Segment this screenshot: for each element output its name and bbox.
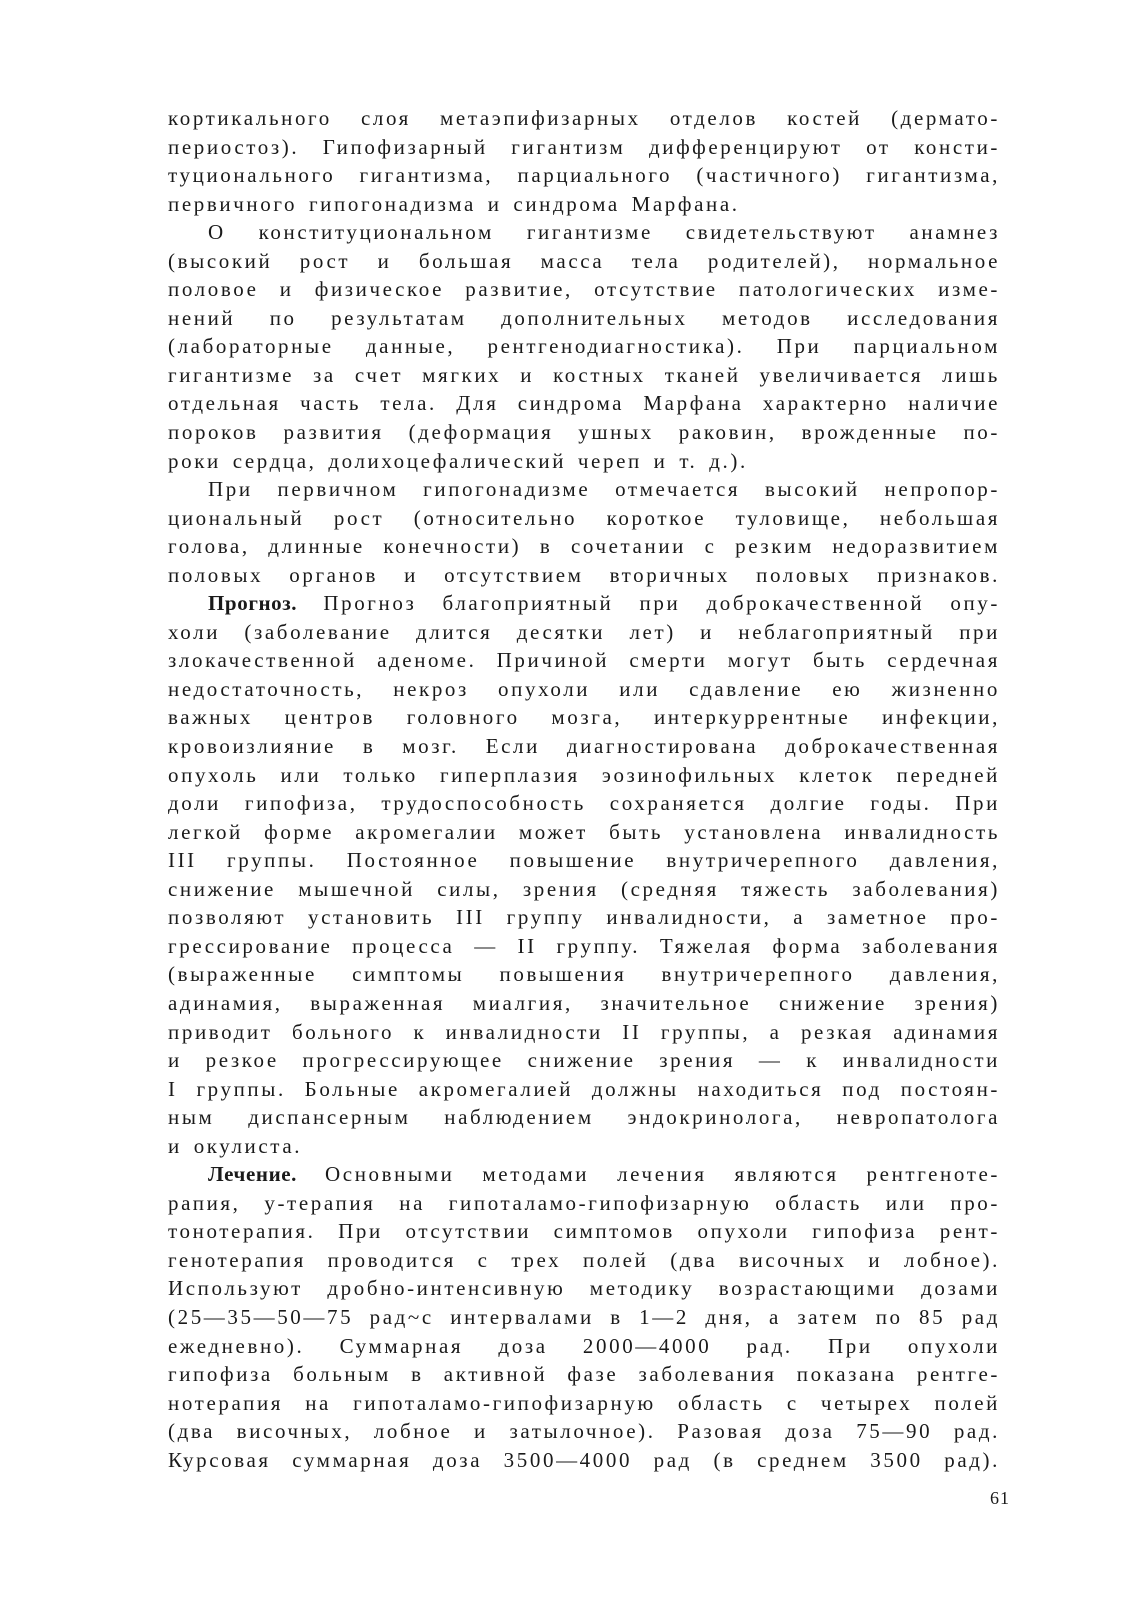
line-text: адинамия, выраженная миалгия, значительное снижение зрения) xyxy=(168,990,1000,1015)
line-text: кортикального слоя метаэпифизарных отделов костей (дермато- xyxy=(168,106,1000,130)
line-text: важных центров головного мозга, интеркуррентные инфекции, xyxy=(168,705,1000,730)
line-text: (высокий рост и большая масса тела родителей), нормальное xyxy=(168,248,1000,273)
line-text: Основными методами лечения являются рентгеноте- xyxy=(297,1162,1000,1187)
line-text: Курсовая суммарная доза 3500—4000 рад (в среднем 3500 рад). xyxy=(168,1447,1000,1472)
text-line xyxy=(168,1217,1000,1246)
line-text: легкой форме акромегалии может быть установлена инвалидность xyxy=(168,819,1000,844)
text-line xyxy=(168,989,1000,1018)
text-line xyxy=(168,960,1000,989)
text-line xyxy=(168,332,1000,361)
text-line xyxy=(168,1132,1000,1161)
line-text: периостоз). Гипофизарный гигантизм дифференцируют от консти- xyxy=(168,134,1000,159)
line-text: пороков развития (деформация ушных раковин, врожденные по- xyxy=(168,420,1000,445)
line-text: ежедневно). Суммарная доза 2000—4000 рад. При опухоли xyxy=(168,1333,1000,1358)
text-line xyxy=(168,646,1000,675)
text-line xyxy=(168,675,1000,704)
line-text: III группы. Постоянное повышение внутричерепного давления, xyxy=(168,848,1000,873)
text-line xyxy=(168,1417,1000,1446)
line-text: опухоль или только гиперплазия эозинофильных клеток передней xyxy=(168,762,1000,787)
text-line xyxy=(168,761,1000,790)
text-line xyxy=(168,161,1000,190)
line-text: доли гипофиза, трудоспособность сохраняется долгие годы. При xyxy=(168,791,1000,816)
line-text: снижение мышечной силы, зрения (средняя тяжесть заболевания) xyxy=(168,876,1000,901)
text-line xyxy=(168,504,1000,533)
text-line xyxy=(168,618,1000,647)
line-text: циональный рост (относительно короткое туловище, небольшая xyxy=(168,505,1000,530)
line-text: ным диспансерным наблюдением эндокринолога, невропатолога xyxy=(168,1105,1000,1130)
text-line xyxy=(168,1246,1000,1275)
text-line xyxy=(168,275,1000,304)
line-text: и окулиста. xyxy=(168,1133,303,1158)
text-line xyxy=(168,1103,1000,1132)
text-line xyxy=(168,389,1000,418)
line-text: (лабораторные данные, рентгенодиагностика). При парциальном xyxy=(168,334,1000,359)
line-text: и резкое прогрессирующее снижение зрения — к инвалидности xyxy=(168,1048,1000,1073)
text-line xyxy=(168,218,1000,247)
text-line xyxy=(168,846,1000,875)
section-heading: Прогноз. xyxy=(208,591,298,616)
line-text: тонотерапия. При отсутствии симптомов опухоли гипофиза рент- xyxy=(168,1219,1000,1244)
text-line xyxy=(168,361,1000,390)
text-line xyxy=(168,561,1000,590)
text-line xyxy=(168,732,1000,761)
line-text: позволяют установить III группу инвалидности, а заметное про- xyxy=(168,905,1000,930)
line-text: злокачественной аденоме. Причиной смерти могут быть сердечная xyxy=(168,648,1000,673)
text-line xyxy=(168,133,1000,162)
text-line xyxy=(168,1075,1000,1104)
text-line xyxy=(168,789,1000,818)
text-line xyxy=(168,104,1000,133)
line-text: туционального гигантизма, парциального (частичного) гигантизма, xyxy=(168,163,1000,188)
text-line xyxy=(168,589,1000,618)
line-text: рапия, у-терапия на гипоталамо-гипофизарную область или про- xyxy=(168,1190,1000,1215)
text-line xyxy=(168,1274,1000,1303)
line-text: отдельная часть тела. Для синдрома Марфана характерно наличие xyxy=(168,391,1000,416)
line-text: При первичном гипогонадизме отмечается высокий непропор- xyxy=(208,477,1000,502)
line-text: кровоизлияние в мозг. Если диагностирована доброкачественная xyxy=(168,734,1000,759)
page-text-body xyxy=(168,104,1000,1474)
line-text: голова, длинные конечности) в сочетании с резким недоразвитием xyxy=(168,534,1000,559)
text-line xyxy=(168,247,1000,276)
text-line xyxy=(168,1189,1000,1218)
text-line xyxy=(168,1046,1000,1075)
section-heading: Лечение. xyxy=(208,1162,298,1187)
text-line xyxy=(168,1160,1000,1189)
line-text: роки сердца, долихоцефалический череп и т. д.). xyxy=(168,448,748,473)
line-text: (25—35—50—75 рад~с интервалами в 1—2 дня, а затем по 85 рад xyxy=(168,1304,1000,1329)
line-text: нений по результатам дополнительных методов исследования xyxy=(168,305,1000,330)
text-line xyxy=(168,1303,1000,1332)
text-line xyxy=(168,932,1000,961)
line-text: грессирование процесса — II группу. Тяжелая форма заболевания xyxy=(168,933,1000,958)
text-line xyxy=(168,703,1000,732)
text-line xyxy=(168,818,1000,847)
line-text: (два височных, лобное и затылочное). Разовая доза 75—90 рад. xyxy=(168,1419,1000,1444)
line-text: приводит больного к инвалидности II группы, а резкая адинамия xyxy=(168,1019,1000,1044)
line-text: половых органов и отсутствием вторичных половых признаков. xyxy=(168,562,1000,587)
line-text: Используют дробно-интенсивную методику возрастающими дозами xyxy=(168,1276,1000,1301)
line-text: гигантизме за счет мягких и костных тканей увеличивается лишь xyxy=(168,362,1000,387)
text-line xyxy=(168,1332,1000,1361)
text-line xyxy=(168,1018,1000,1047)
text-line xyxy=(168,475,1000,504)
text-line xyxy=(168,1446,1000,1475)
text-line xyxy=(168,903,1000,932)
line-text: холи (заболевание длится десятки лет) и неблагоприятный при xyxy=(168,619,1000,644)
line-text: недостаточность, некроз опухоли или сдавление ею жизненно xyxy=(168,676,1000,701)
text-line xyxy=(168,447,1000,476)
text-line xyxy=(168,304,1000,333)
text-line xyxy=(168,1389,1000,1418)
page-number: 61 xyxy=(990,1488,1010,1508)
text-line xyxy=(168,190,1000,219)
line-text: О конституциональном гигантизме свидетельствуют анамнез xyxy=(208,220,1000,245)
line-text: нотерапия на гипоталамо-гипофизарную область с четырех полей xyxy=(168,1390,1000,1415)
text-line xyxy=(168,1360,1000,1389)
text-line xyxy=(168,532,1000,561)
line-text: первичного гипогонадизма и синдрома Марфана. xyxy=(168,191,740,216)
text-line xyxy=(168,875,1000,904)
line-text: половое и физическое развитие, отсутствие патологических изме- xyxy=(168,277,1000,302)
line-text: I группы. Больные акромегалией должны находиться под постоян- xyxy=(168,1076,1000,1101)
line-text: Прогноз благоприятный при доброкачественной опу- xyxy=(297,591,1000,616)
line-text: генотерапия проводится с трех полей (два височных и лобное). xyxy=(168,1247,1000,1272)
line-text: гипофиза больным в активной фазе заболевания показана рентге- xyxy=(168,1362,1000,1387)
text-line xyxy=(168,418,1000,447)
line-text: (выраженные симптомы повышения внутричерепного давления, xyxy=(168,962,1000,987)
